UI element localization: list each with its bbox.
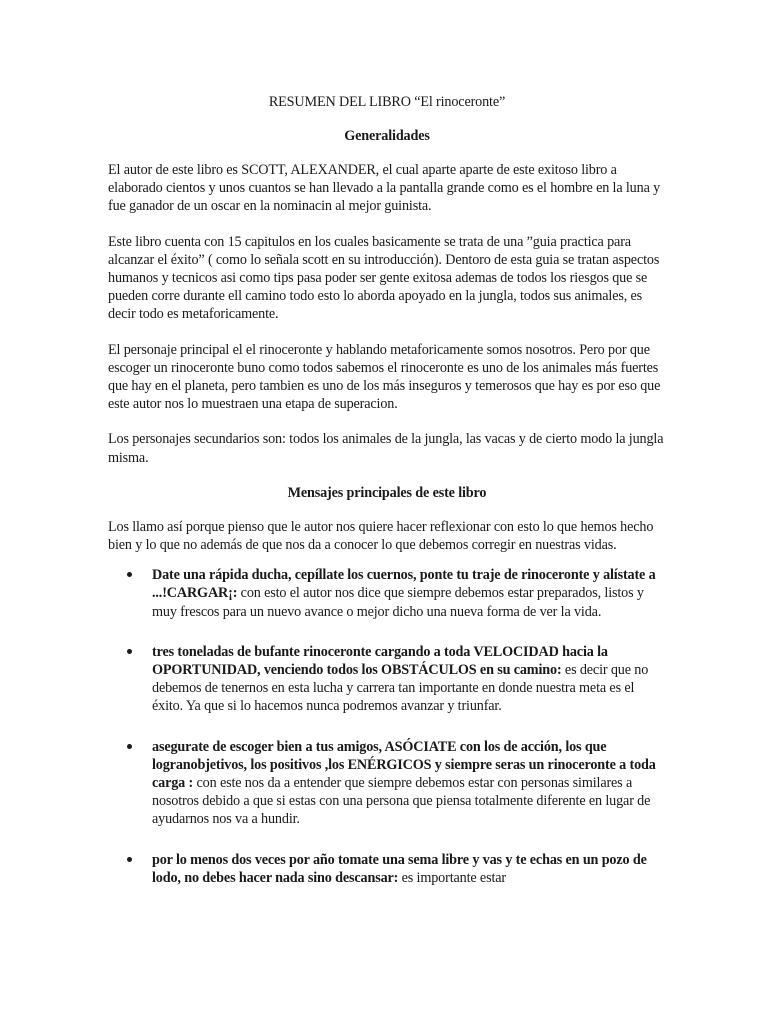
message-text: con este nos da a entender que siempre debemos estar con personas similares a nosotros debido a que si estas con una persona que piensa totalmente diferente en lugar de ayudarnos nos va a hundir. [152,775,651,828]
list-item [108,851,666,887]
paragraph: Este libro cuenta con 15 capitulos en los cuales basicamente se trata de una ”guia practica para alcanzar el éxito” ( como lo señala scott en su introducción). Dentoro de esta guia se tratan aspectos humanos y tecnicos asi como tips pasa poder ser gente exitosa ademas de todos los riesgos que se pueden corre durante ell camino todo esto lo aborda apoyado en la jungla, todos sus animales, es decir todo es metaforicamente. [108,233,660,323]
document-page [108,93,666,909]
section-heading-mensajes: Mensajes principales de este libro [287,484,487,501]
list-item [108,566,666,621]
list-item [108,738,666,829]
bullet-icon [127,857,132,862]
paragraph: El autor de este libro es SCOTT, ALEXANDER, el cual aparte aparte de este exitoso libro a elaborado cientos y unos cuantos se han llevado a la pantalla grande como es el hombre en la luna y fue ganador de un oscar en la nominacin al mejor guinista. [108,162,661,215]
bullet-icon [127,572,132,577]
message-text: es decir que no debemos de tenernos en esta lucha y carrera tan importante en donde nuestra meta es el éxito. Ya que si lo hacemos nunca podremos avanzar y triunfar. [152,662,649,715]
message-bold-text: asegurate de escoger bien a tus amigos, ASÓCIATE con los de acción, los que logranobjetivos, los positivos ,los ENÉRGICOS y siempre seras un rinoceronte a toda carga : [152,738,656,792]
messages-list [108,566,666,887]
message-text: es importante estar [398,869,506,886]
bullet-icon [127,744,132,749]
section-heading-generalidades: Generalidades [344,128,430,144]
section-intro-paragraph: Los llamo así porque pienso que le autor nos quiere hacer reflexionar con esto lo que hemos hecho bien y lo que no además de que nos da a conocer lo que debemos corregir en nuestras vidas. [108,518,654,554]
message-text: con esto el autor nos dice que siempre debemos estar preparados, listos y muy frescos para un nuevo avance o mejor dicho una nueva forma de ver la vida. [152,585,644,620]
paragraph: Los personajes secundarios son: todos los animales de la jungla, las vacas y de cierto modo la jungla misma. [108,431,664,466]
bullet-icon [127,649,132,654]
document-title: RESUMEN DEL LIBRO “El rinoceronte” [268,94,506,110]
message-bold-text: Date una rápida ducha, cepíllate los cuernos, ponte tu traje de rinoceronte y alístate a ...!CARGAR¡: [152,567,656,602]
list-item [108,643,666,716]
paragraph: El personaje principal el el rinoceronte y hablando metaforicamente somos nosotros. Pero por que escoger un rinoceronte buno como todos sabemos el rinoceronte es uno de los animales más fuertes que hay en el planeta, pero tambien es uno de los más inseguros y temerosos que hay es por eso que este autor nos lo muestraen una etapa de superacion. [108,341,661,413]
message-bold-text: tres toneladas de bufante rinoceronte cargando a toda VELOCIDAD hacia la OPORTUNIDAD, venciendo todos los OBSTÁCULOS en su camino: [152,643,608,679]
message-bold-text: por lo menos dos veces por año tomate una sema libre y vas y te echas en un pozo de lodo, no debes hacer nada sino descansar: [152,851,647,886]
